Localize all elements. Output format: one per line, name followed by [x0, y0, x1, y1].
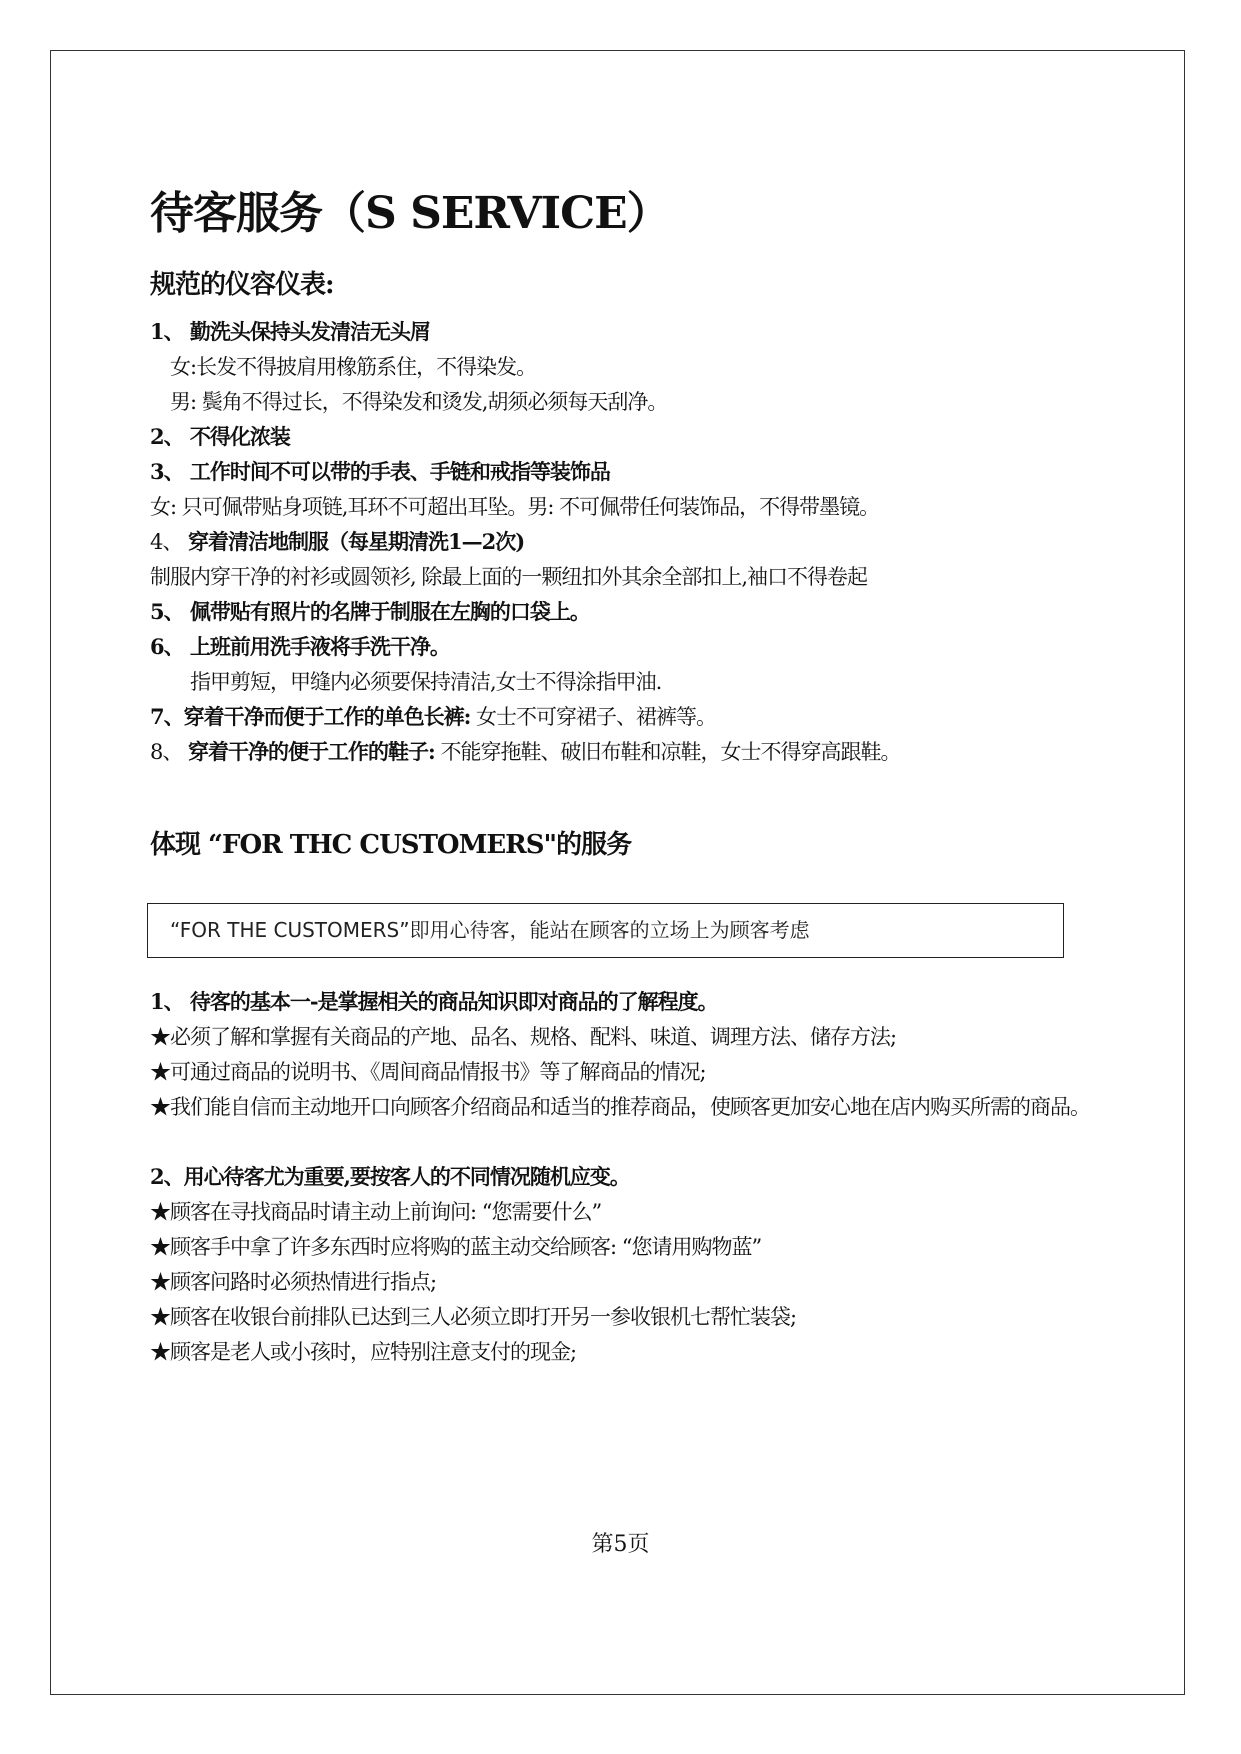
rule-3-detail-text: 女: 只可佩带贴身项链,耳环不可超出耳坠。男: 不可佩带任何装饰品，不得带墨镜。: [150, 495, 880, 519]
point-2-item-text: ★顾客在收银台前排队已达到三人必须立即打开另一参收银机七帮忙装袋;: [150, 1305, 797, 1329]
rule-5-text: 5、 佩带贴有照片的名牌于制服在左胸的口袋上。: [150, 599, 590, 624]
rule-8-number: 8、: [150, 740, 189, 764]
point-2-item-text: ★顾客是老人或小孩时，应特别注意支付的现金;: [150, 1340, 577, 1364]
point-1-item-text: ★我们能自信而主动地开口向顾客介绍商品和适当的推荐商品，使顾客更加安心地在店内购买所需的商品。: [150, 1095, 1090, 1119]
rule-4: [150, 528, 524, 556]
rule-1: [150, 318, 430, 346]
point-2-item-text: ★顾客问路时必须热情进行指点;: [150, 1270, 437, 1294]
point-2-item-text: ★顾客手中拿了许多东西时应将购的蓝主动交给顾客: “您请用购物蓝”: [150, 1235, 762, 1259]
point-1-title: [150, 988, 718, 1016]
point-1-item-text: ★可通过商品的说明书、《周间商品情报书》等了解商品的情况;: [150, 1060, 706, 1084]
point-2-item: [150, 1303, 796, 1331]
point-1-item-text: ★必须了解和掌握有关商品的产地、品名、规格、配料、味道、调理方法、储存方法;: [150, 1025, 897, 1049]
rule-1-male: [170, 388, 667, 416]
rule-6-text: 6、 上班前用洗手液将手洗干净。: [150, 634, 450, 659]
rule-3-detail: [150, 493, 879, 521]
rule-8: [150, 738, 901, 766]
point-2-item: [150, 1338, 576, 1366]
rule-3-text: 3、 工作时间不可以带的手表、手链和戒指等装饰品: [150, 459, 610, 484]
point-1-item: [150, 1093, 1090, 1121]
point-2-title: [150, 1163, 630, 1191]
rule-5: [150, 598, 590, 626]
rule-1-male-text: 男: 鬓角不得过长，不得染发和烫发,胡须必须每天刮净。: [170, 390, 668, 414]
rule-1-text: 1、 勤洗头保持头发清洁无头屑: [150, 319, 430, 344]
rule-6-detail-text: 指甲剪短，甲缝内必须要保持清洁,女士不得涂指甲油.: [190, 670, 662, 694]
rule-4-detail-text: 制服内穿干净的衬衫或圆领衫, 除最上面的一颗纽扣外其余全部扣上,袖口不得卷起: [150, 565, 868, 589]
point-2-item-text: ★顾客在寻找商品时请主动上前询问: “您需要什么”: [150, 1200, 602, 1224]
rule-6-detail: [190, 668, 661, 696]
rule-8-tail-text: 不能穿拖鞋、破旧布鞋和凉鞋，女士不得穿高跟鞋。: [434, 740, 901, 764]
point-1-item: [150, 1058, 706, 1086]
page-title: 待客服务（S SERVICE）: [150, 188, 670, 239]
rule-2: [150, 423, 290, 451]
rule-3: [150, 458, 610, 486]
rule-7-normal-text: 女士不可穿裙子、裙裤等。: [470, 705, 717, 729]
point-2-item: [150, 1198, 601, 1226]
rule-7: [150, 703, 716, 731]
point-1-item: [150, 1023, 896, 1051]
rule-7-bold-text: 7、穿着干净而便于工作的单色长裤:: [150, 704, 471, 729]
rule-6: [150, 633, 450, 661]
page-number: 第5页: [591, 1532, 650, 1557]
rule-4-detail: [150, 563, 867, 591]
section-heading-customers: 体现 “FOR THC CUSTOMERS"的服务: [150, 830, 632, 860]
callout-text: “FOR THE CUSTOMERS”即用心待客，能站在顾客的立场上为顾客考虑: [170, 918, 810, 942]
point-2-item: [150, 1268, 436, 1296]
rule-4-text: 穿着清洁地制服（每星期清洗1—2次): [188, 529, 525, 554]
customers-callout-box: [147, 903, 1064, 958]
point-2-item: [150, 1233, 761, 1261]
rule-4-number: 4、: [150, 530, 189, 554]
point-2-title-text: 2、用心待客尤为重要,要按客人的不同情况随机应变。: [150, 1164, 630, 1189]
rule-2-text: 2、 不得化浓装: [150, 424, 290, 449]
rule-1-female: [170, 353, 536, 381]
section-heading-appearance: 规范的仪容仪表:: [150, 270, 334, 300]
rule-1-female-text: 女:长发不得披肩用橡筋系住，不得染发。: [170, 355, 537, 379]
rule-8-bold-text: 穿着干净的便于工作的鞋子:: [188, 739, 435, 764]
point-1-title-text: 1、 待客的基本一-是掌握相关的商品知识即对商品的了解程度。: [150, 989, 718, 1014]
